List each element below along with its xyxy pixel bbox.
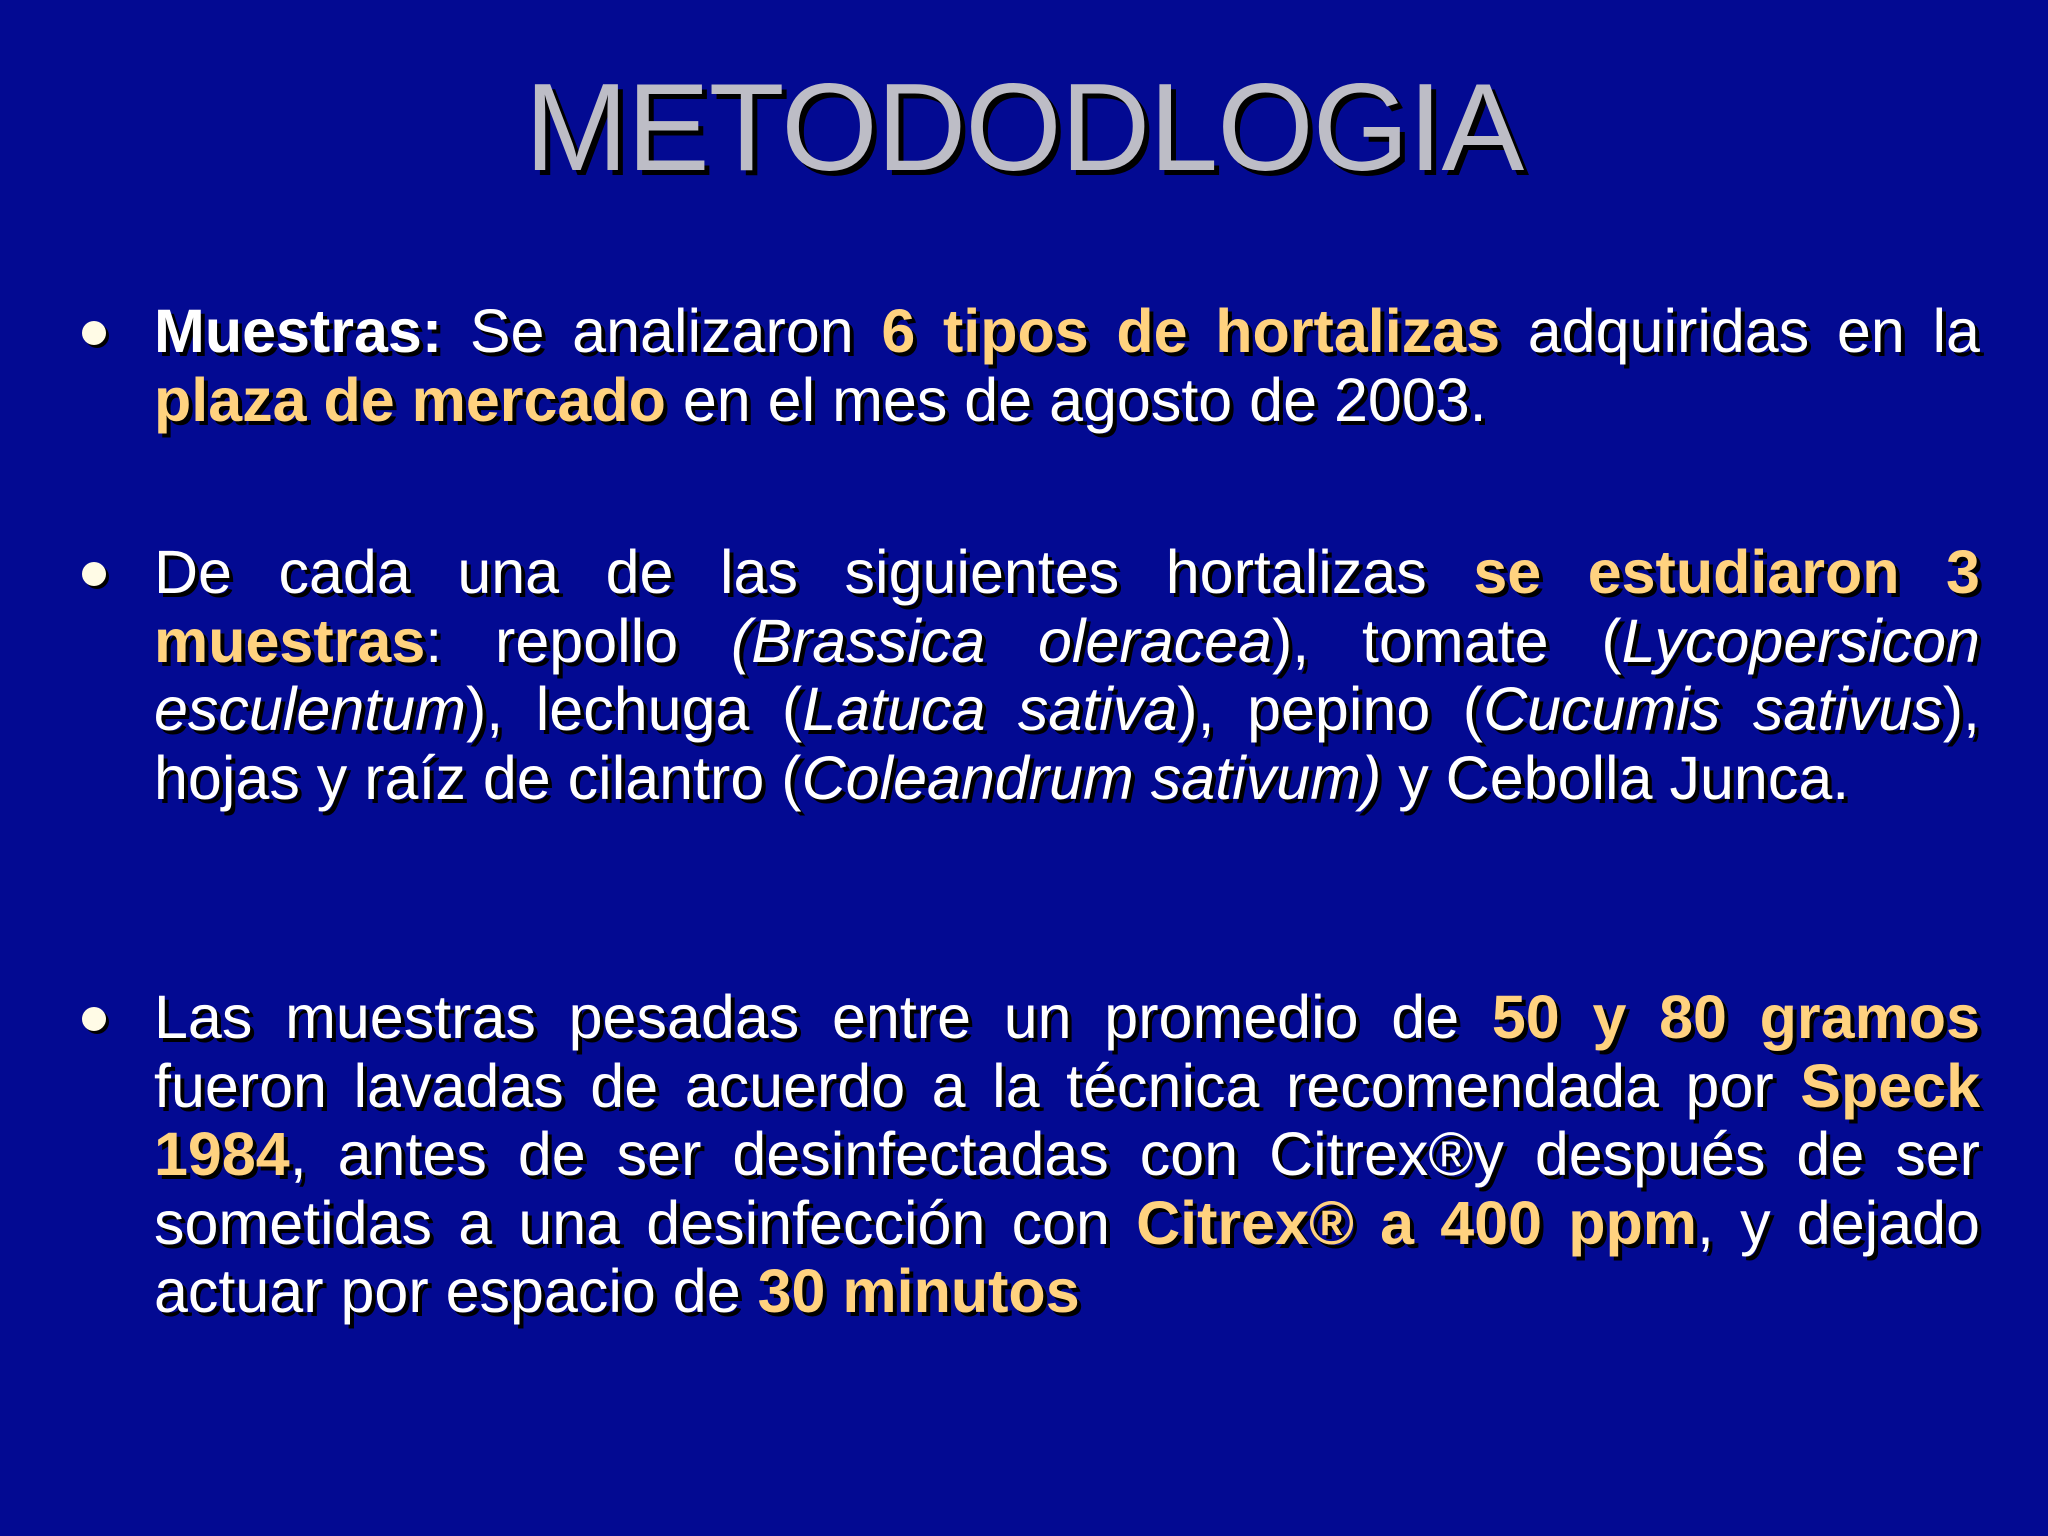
bullet-text: Se analizaron	[442, 297, 882, 365]
bullet-dot-icon	[82, 562, 106, 586]
bullet-label: Muestras:	[154, 297, 443, 365]
scientific-name: Coleandrum sativum)	[801, 743, 1382, 812]
bullet-dot-icon	[82, 321, 106, 345]
highlight-text: Speck 1984	[154, 1051, 1980, 1188]
bullet-muestras	[154, 297, 1980, 434]
bullet-text: , y dejado actuar por espacio de	[154, 1188, 1980, 1325]
bullet-text: ), pepino (	[1177, 675, 1484, 743]
highlight-text: 50 y 80 gramos	[1491, 983, 1980, 1051]
bullet-text: De cada una de las siguientes hortalizas	[154, 538, 1474, 606]
bullet-text: ), tomate (	[1271, 606, 1622, 675]
bullet-text: adquiridas en la	[1500, 297, 1980, 365]
highlight-text: 30 minutos	[757, 1257, 1080, 1325]
bullet-hortalizas	[154, 538, 1980, 812]
bullet-text: y Cebolla Junca.	[1381, 743, 1850, 812]
highlight-text: Citrex® a 400 ppm	[1136, 1188, 1697, 1257]
bullet-text: ), lechuga (	[465, 675, 803, 743]
bullet-procedimiento	[154, 983, 1980, 1326]
highlight-text: plaza de mercado	[154, 365, 666, 434]
bullet-text: ), hojas y raíz de cilantro (	[154, 675, 1980, 812]
scientific-name: Lycopersicon esculentum	[154, 606, 1980, 743]
bullet-text: en el mes de agosto de 2003.	[665, 365, 1487, 434]
scientific-name: Cucumis sativus	[1483, 675, 1943, 743]
bullet-text: fueron lavadas de acuerdo a la técnica recomendada por	[154, 1051, 1801, 1120]
scientific-name: Latuca sativa	[802, 675, 1178, 743]
bullet-dot-icon	[82, 1007, 106, 1031]
bullet-text: Las muestras pesadas entre un promedio de	[154, 983, 1492, 1051]
bullet-text: , antes de ser desinfectadas con Citrex®y después de ser sometidas a una desinfección con	[154, 1120, 1980, 1257]
scientific-name: (Brassica oleracea	[730, 606, 1272, 675]
highlight-text: se estudiaron 3 muestras	[154, 538, 1980, 675]
bullet-text: : repollo	[425, 606, 731, 675]
highlight-text: 6 tipos de hortalizas	[881, 297, 1501, 365]
slide-title: METODODLOGIA	[524, 59, 1524, 197]
